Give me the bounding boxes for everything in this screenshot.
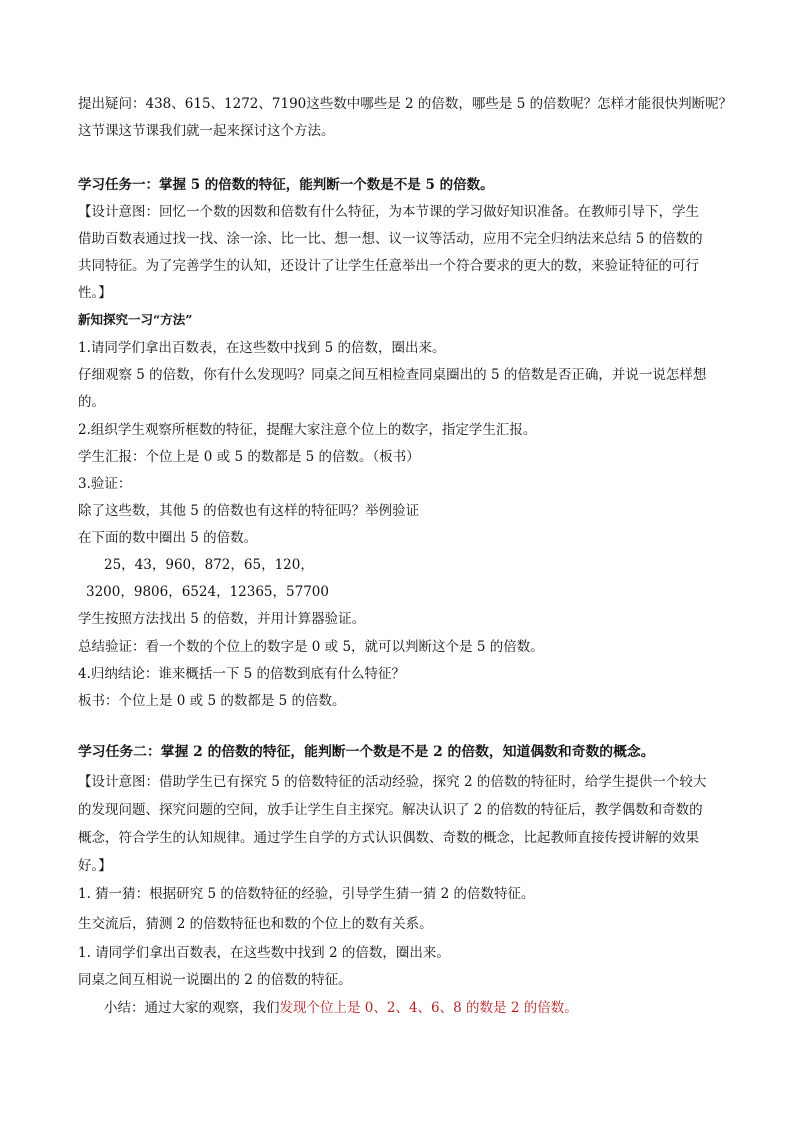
task1-design-line: 借助百数表通过找一找、涂一涂、比一比、想一想、议一议等活动，应用不完全归纳法来总结 5 的倍数的 bbox=[78, 231, 703, 247]
task1-title: 学习任务一：掌握 5 的倍数的特征，能判断一个数是不是 5 的倍数。 bbox=[78, 177, 494, 193]
task1-step: 仔细观察 5 的倍数，你有什么发现吗？同桌之间互相检查同桌圈出的 5 的倍数是否正确，并说一说怎样想 bbox=[78, 367, 707, 383]
task1-design-line: 【设计意图：回忆一个数的因数和倍数有什么特征，为本节课的学习做好知识准备。在教师引导下，学生 bbox=[78, 204, 699, 220]
task2-step: 生交流后，猜测 2 的倍数特征也和数的个位上的数有关系。 bbox=[78, 916, 433, 932]
number-list: 3200，9806，6524，12365，57700 bbox=[86, 584, 329, 600]
task2-step: 1. 请同学们拿出百数表，在这些数中找到 2 的倍数，圈出来。 bbox=[78, 945, 450, 961]
explore-title: 新知探究一习“方法” bbox=[78, 312, 193, 327]
task2-design-line: 的发现问题、探究问题的空间，放手让学生自主探究。解决认识了 2 的倍数的特征后，教学偶数和奇数的 bbox=[78, 802, 703, 818]
task2-design-line: 【设计意图：借助学生已有探究 5 的倍数特征的活动经验，探究 2 的倍数的特征时，给学生提供一个较大 bbox=[78, 774, 707, 790]
summary-line bbox=[104, 999, 578, 1017]
task1-step: 在下面的数中圈出 5 的倍数。 bbox=[78, 530, 258, 546]
task1-step: 2.组织学生观察所框数的特征，提醒大家注意个位上的数字，指定学生汇报。 bbox=[78, 422, 537, 438]
number-list: 25，43，960，872，65，120， bbox=[104, 557, 314, 573]
intro-question: 提出疑问：438、615、1272、7190这些数中哪些是 2 的倍数，哪些是 5 的倍数呢？怎样才能很快判断呢？ bbox=[78, 96, 733, 112]
task1-design-line: 共同特征。为了完善学生的认知，还设计了让学生任意举出一个符合要求的更大的数，来验证特征的可行 bbox=[78, 258, 699, 274]
intro-continuation: 这节课这节课我们就一起来探讨这个方法。 bbox=[78, 123, 335, 139]
task1-step: 1.请同学们拿出百数表，在这些数中找到 5 的倍数，圈出来。 bbox=[78, 340, 446, 356]
summary-prefix: 小结：通过大家的观察，我们 bbox=[104, 1000, 280, 1016]
task1-step: 学生汇报：个位上是 0 或 5 的数都是 5 的倍数。（板书） bbox=[78, 449, 420, 465]
task2-step: 同桌之间互相说一说圈出的 2 的倍数的特征。 bbox=[78, 972, 352, 988]
task2-title: 学习任务二：掌握 2 的倍数的特征，能判断一个数是不是 2 的倍数，知道偶数和奇数的概念。 bbox=[78, 744, 655, 760]
task1-step: 的。 bbox=[78, 394, 105, 410]
task1-after: 4.归纳结论：谁来概括一下 5 的倍数到底有什么特征？ bbox=[78, 666, 406, 682]
task1-step: 3.验证： bbox=[78, 476, 132, 492]
task1-after: 总结验证：看一个数的个位上的数字是 0 或 5，就可以判断这个是 5 的倍数。 bbox=[78, 639, 544, 655]
task1-after: 板书：个位上是 0 或 5 的数都是 5 的倍数。 bbox=[78, 693, 346, 709]
task2-design-line: 概念，符合学生的认知规律。通过学生自学的方式认识偶数、奇数的概念，比起教师直接传授讲解的效果 bbox=[78, 830, 699, 846]
task1-step: 除了这些数，其他 5 的倍数也有这样的特征吗？举例验证 bbox=[78, 503, 420, 519]
summary-highlight: 发现个位上是 0、2、4、6、8 的数是 2 的倍数。 bbox=[279, 1000, 578, 1016]
task1-design-line: 性。】 bbox=[78, 285, 112, 301]
task1-after: 学生按照方法找出 5 的倍数，并用计算器验证。 bbox=[78, 611, 366, 627]
task2-step: 1. 猜一猜：根据研究 5 的倍数特征的经验，引导学生猜一猜 2 的倍数特征。 bbox=[78, 886, 535, 902]
task2-design-line: 好。】 bbox=[78, 858, 112, 874]
